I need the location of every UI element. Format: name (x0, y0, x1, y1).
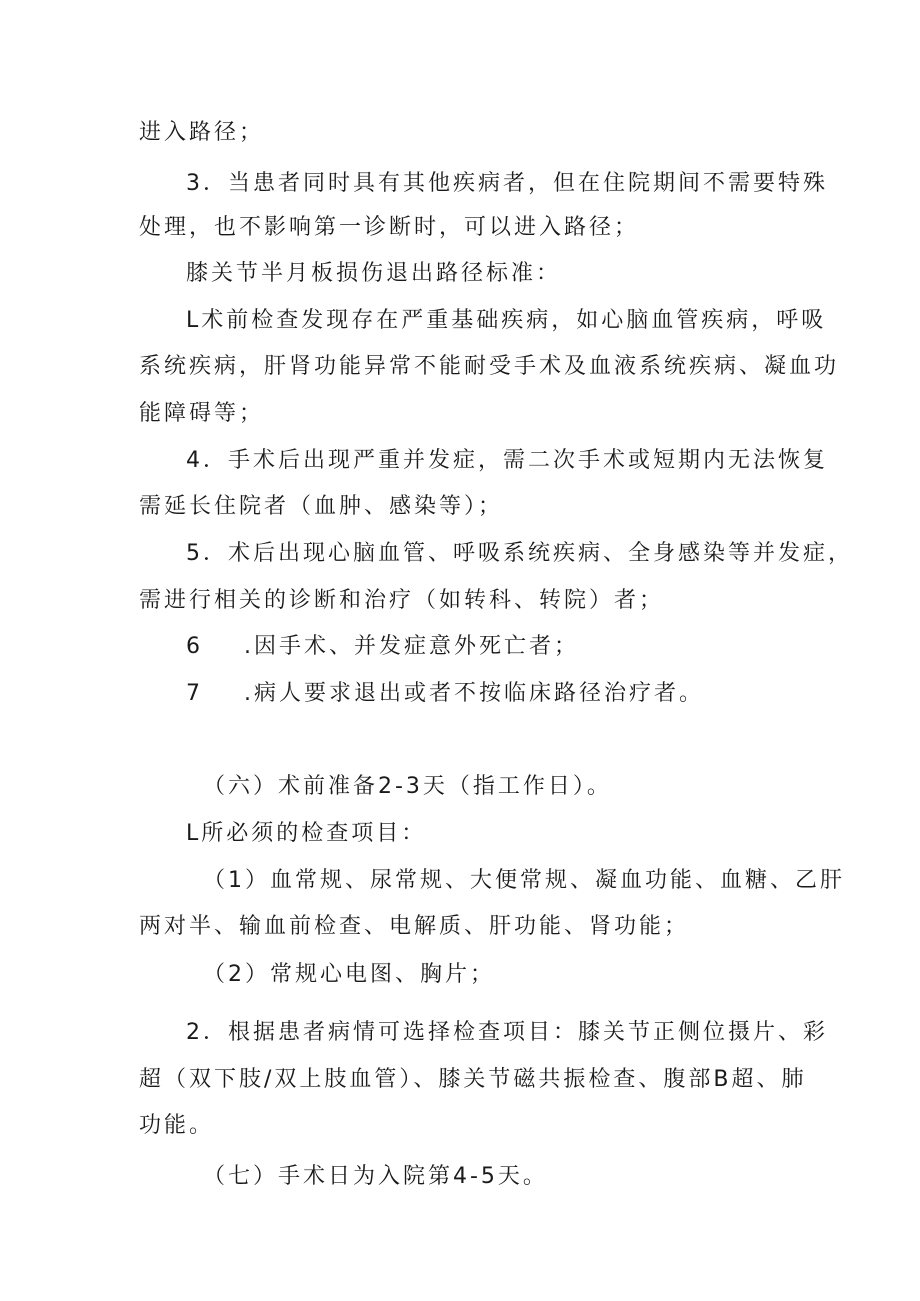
text-line: 2．根据患者病情可选择检查项目：膝关节正侧位摄片、彩 (186, 1020, 828, 1045)
section-heading: （七）手术日为入院第4-5天。 (203, 1164, 548, 1189)
text-line: 需延长住院者（血肿、感染等）； (139, 494, 504, 519)
text-line: .因手术、并发症意外死亡者； (244, 634, 579, 659)
text-line: 两对半、输血前检查、电解质、肝功能、肾功能； (139, 914, 690, 939)
text-line: 功能。 (139, 1113, 215, 1138)
section-heading: （六）术前准备2-3天（指工作日）。 (203, 774, 612, 799)
list-number: 6 (186, 634, 203, 659)
text-line: 系统疾病，肝肾功能异常不能耐受手术及血液系统疾病、凝血功 (139, 354, 840, 379)
text-line: （1）血常规、尿常规、大便常规、凝血功能、血糖、乙肝 (203, 868, 845, 893)
text-line: 能障碍等； (139, 401, 265, 426)
text-line: 3．当患者同时具有其他疾病者，但在住院期间不需要特殊 (186, 171, 828, 196)
text-line: 需进行相关的诊断和治疗（如转科、转院）者； (139, 588, 665, 613)
section-heading: 膝关节半月板损伤退出路径标准： (186, 261, 562, 286)
list-number: 7 (186, 681, 203, 706)
text-line: （2）常规心电图、胸片； (203, 962, 495, 987)
text-line: 4．手术后出现严重并发症，需二次手术或短期内无法恢复 (186, 448, 828, 473)
text-line: L所必须的检查项目： (186, 821, 427, 846)
text-line: 超（双下肢/双上肢血管）、膝关节磁共振检查、腹部B超、肺 (139, 1067, 807, 1092)
text-line: 5．术后出现心脑血管、呼吸系统疾病、全身感染等并发症， (186, 541, 853, 566)
text-line: 处理，也不影响第一诊断时，可以进入路径； (139, 215, 640, 240)
text-line: 进入路径； (139, 120, 265, 145)
text-line: .病人要求退出或者不按临床路径治疗者。 (244, 681, 704, 706)
text-line: L术前检查发现存在严重基础疾病，如心脑血管疾病，呼吸 (186, 308, 827, 333)
